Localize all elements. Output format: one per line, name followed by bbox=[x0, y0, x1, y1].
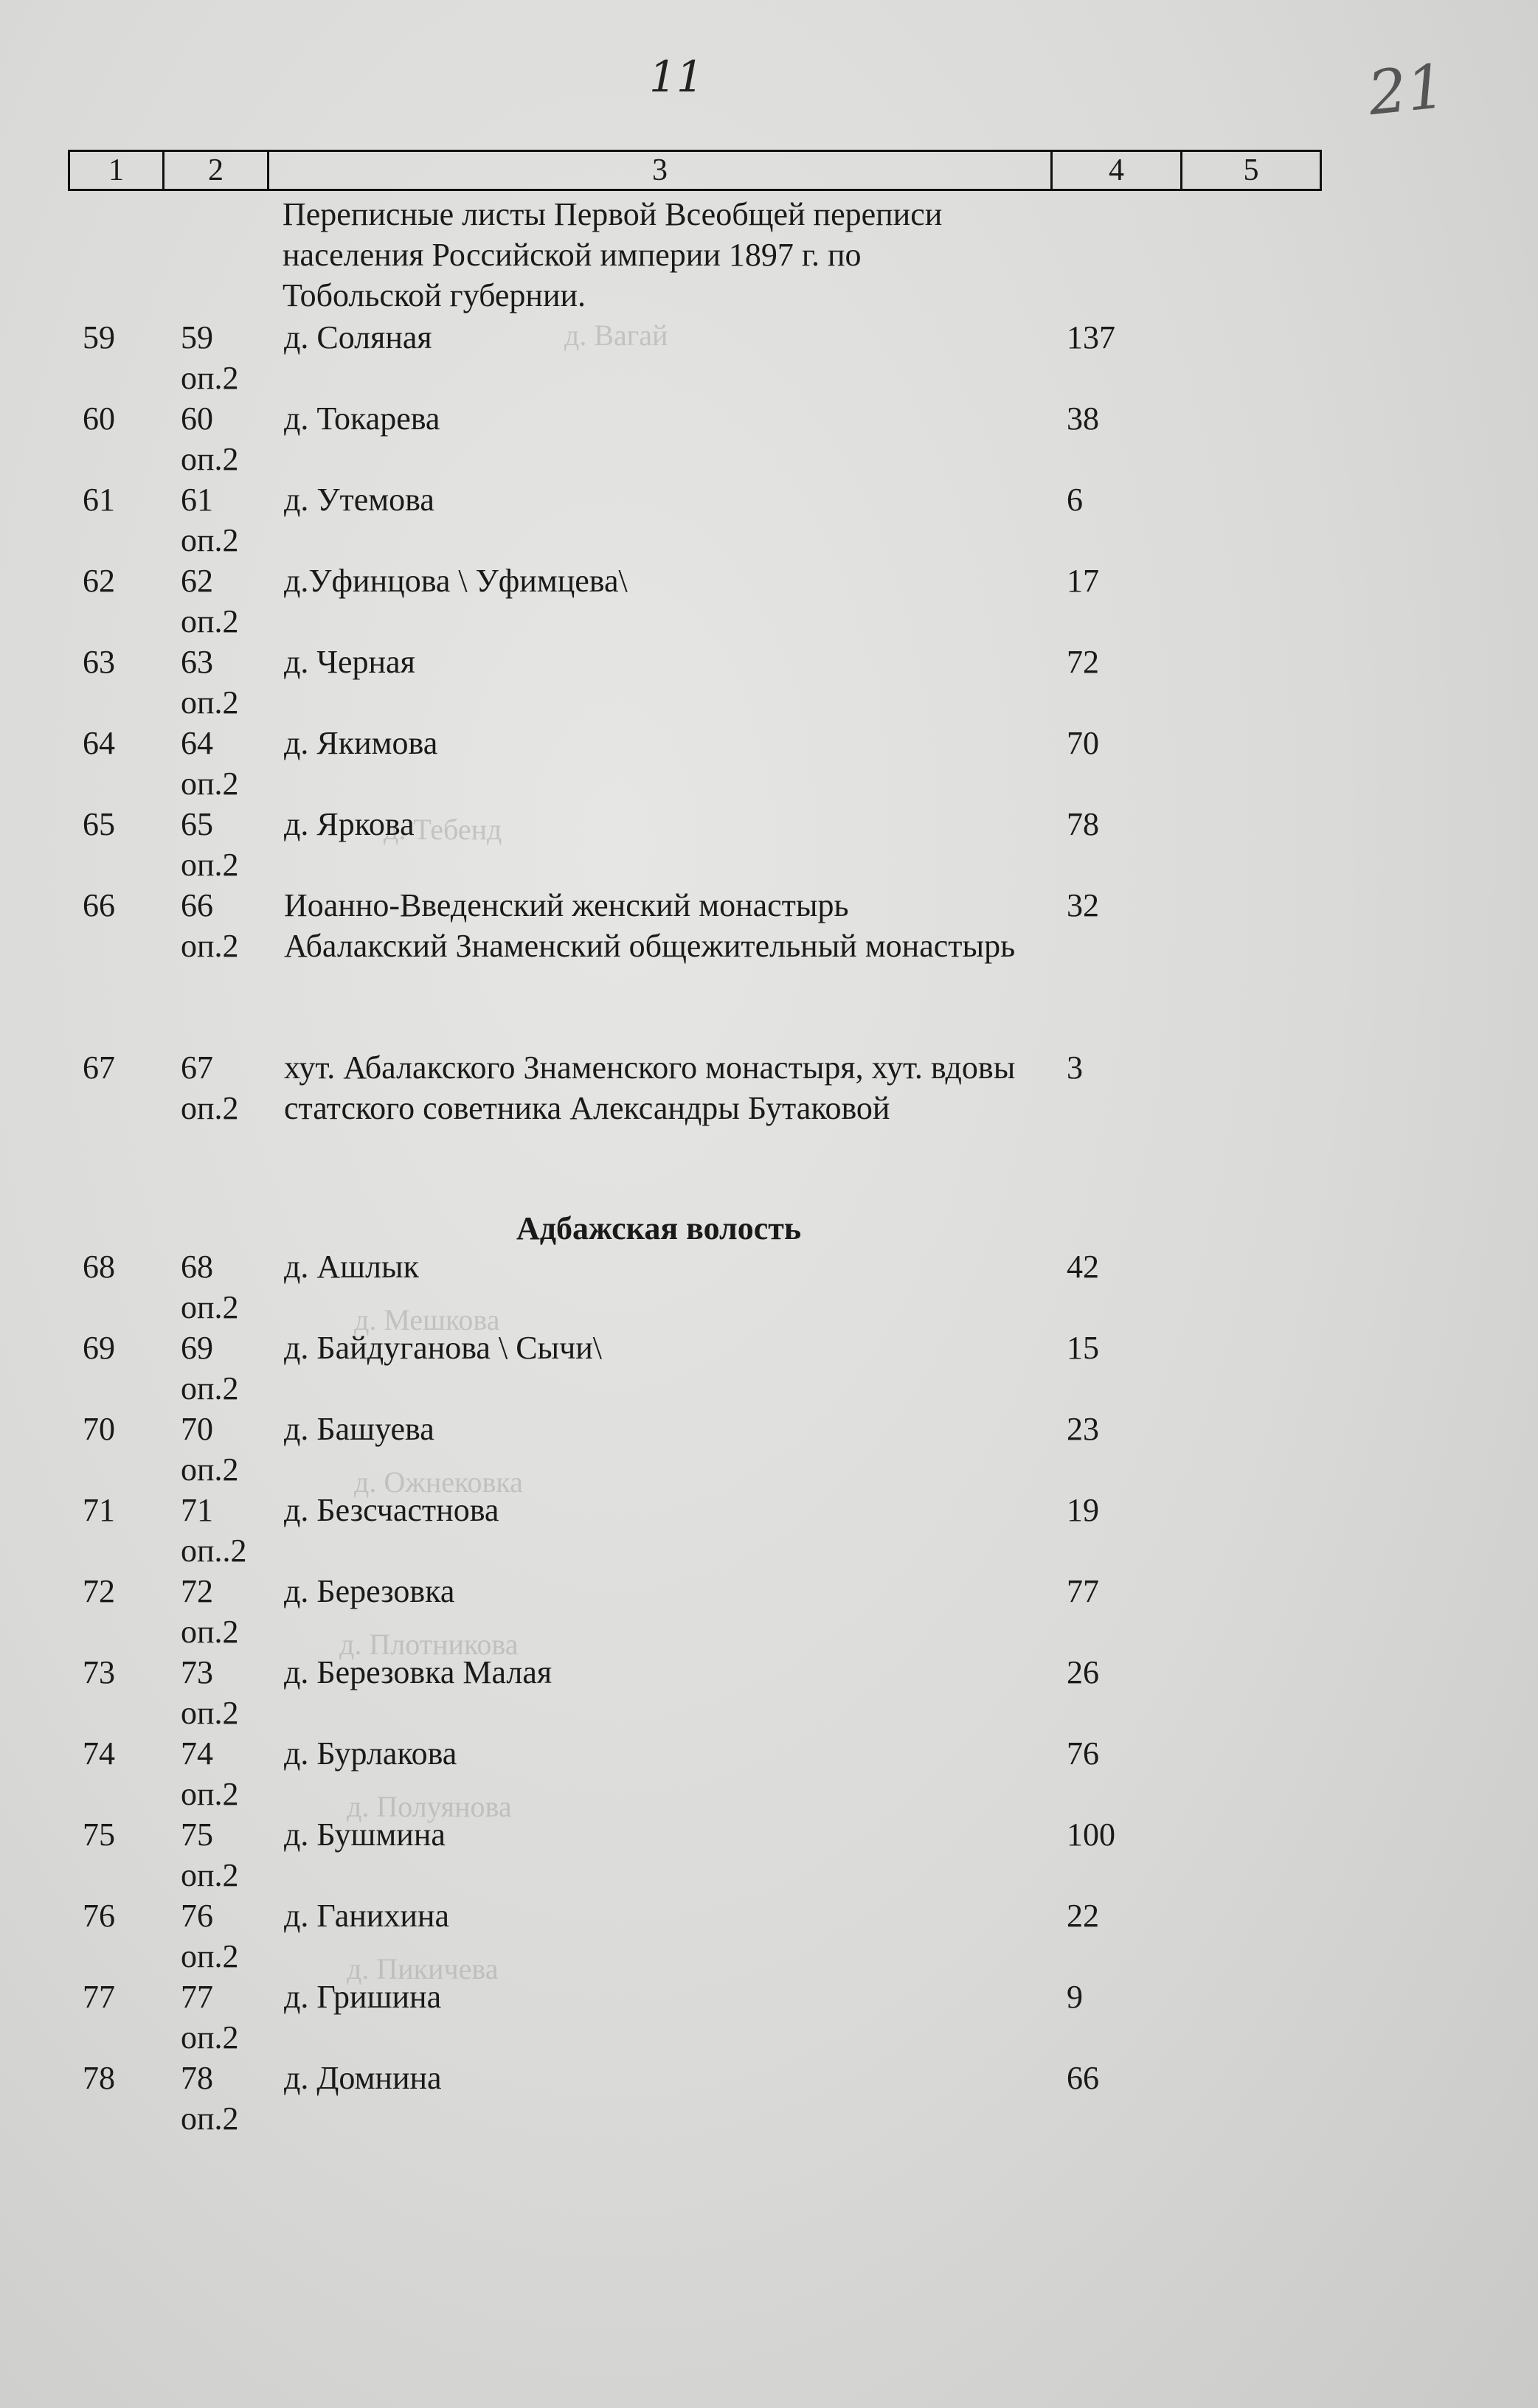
column-header-4: 4 bbox=[1053, 152, 1182, 189]
row-number: 64 bbox=[83, 725, 115, 761]
inventory-reference: 73 оп.2 bbox=[181, 1654, 239, 1731]
sheet-count: 19 bbox=[1067, 1492, 1099, 1528]
row-number: 78 bbox=[83, 2060, 115, 2096]
settlement-name: д. Бурлакова bbox=[284, 1735, 457, 1772]
inventory-reference: 78 оп.2 bbox=[181, 2060, 239, 2137]
settlement-name: д.Уфинцова \ Уфимцева\ bbox=[284, 563, 628, 599]
row-number: 76 bbox=[83, 1898, 115, 1934]
inventory-reference: 70 оп.2 bbox=[181, 1411, 239, 1488]
column-header-3: 3 bbox=[269, 152, 1053, 189]
inventory-reference: 72 оп.2 bbox=[181, 1573, 239, 1650]
settlement-name: хут. Абалакского Знаменского монастыря, хут. вдовы статского советника Александры Бутаковой bbox=[284, 1049, 1016, 1126]
inventory-reference: 61 оп.2 bbox=[181, 482, 239, 558]
settlement-name: д. Ганихина bbox=[284, 1898, 449, 1934]
inventory-reference: 59 оп.2 bbox=[181, 319, 239, 396]
sheet-count: 32 bbox=[1067, 887, 1099, 923]
sheet-count: 76 bbox=[1067, 1735, 1099, 1772]
inventory-reference: 68 оп.2 bbox=[181, 1249, 239, 1325]
sheet-count: 77 bbox=[1067, 1573, 1099, 1609]
sheet-count: 15 bbox=[1067, 1330, 1099, 1366]
settlement-name: д. Березовка bbox=[284, 1573, 455, 1609]
row-number: 60 bbox=[83, 400, 115, 437]
settlement-name: Иоанно-Введенский женский монастырь Абалакский Знаменский общежительный монастырь bbox=[284, 887, 1016, 964]
row-number: 70 bbox=[83, 1411, 115, 1447]
sheet-count: 78 bbox=[1067, 806, 1099, 842]
settlement-name: д. Гришина bbox=[284, 1979, 442, 2015]
row-number: 73 bbox=[83, 1654, 115, 1690]
row-number: 63 bbox=[83, 644, 115, 680]
inventory-reference: 62 оп.2 bbox=[181, 563, 239, 639]
row-number: 71 bbox=[83, 1492, 115, 1528]
sheet-count: 17 bbox=[1067, 563, 1099, 599]
inventory-reference: 60 оп.2 bbox=[181, 400, 239, 477]
inventory-reference: 64 оп.2 bbox=[181, 725, 239, 802]
row-number: 65 bbox=[83, 806, 115, 842]
row-number: 69 bbox=[83, 1330, 115, 1366]
settlement-name: д. Токарева bbox=[284, 400, 440, 437]
bleed-through-text: д. Мешкова bbox=[354, 1303, 500, 1336]
inventory-reference: 66 оп.2 bbox=[181, 887, 239, 964]
inventory-reference: 67 оп.2 bbox=[181, 1049, 239, 1126]
row-number: 77 bbox=[83, 1979, 115, 2015]
row-number: 62 bbox=[83, 563, 115, 599]
settlement-name: д. Соляная bbox=[284, 319, 432, 355]
settlement-name: д. Домнина bbox=[284, 2060, 442, 2096]
inventory-reference: 75 оп.2 bbox=[181, 1817, 239, 1893]
sheet-count: 6 bbox=[1067, 482, 1083, 518]
row-number: 61 bbox=[83, 482, 115, 518]
sheet-count: 66 bbox=[1067, 2060, 1099, 2096]
row-number: 72 bbox=[83, 1573, 115, 1609]
sheet-count: 70 bbox=[1067, 725, 1099, 761]
inventory-reference: 74 оп.2 bbox=[181, 1735, 239, 1812]
inventory-reference: 69 оп.2 bbox=[181, 1330, 239, 1406]
settlement-name: д. Якимова bbox=[284, 725, 438, 761]
settlement-name: д. Бушмина bbox=[284, 1817, 446, 1853]
settlement-name: д. Безсчастнова bbox=[284, 1492, 499, 1528]
bleed-through-text: д. Ожнековка bbox=[354, 1465, 523, 1499]
archive-folio-number: 21 bbox=[1365, 51, 1449, 130]
sheet-count: 26 bbox=[1067, 1654, 1099, 1690]
intro-heading: Переписные листы Первой Всеобщей переписи населения Российской империи 1897 г. по Тобольской губернии. bbox=[283, 196, 943, 313]
settlement-name: д. Байдуганова \ Сычи\ bbox=[284, 1330, 602, 1366]
sheet-count: 100 bbox=[1067, 1817, 1115, 1853]
column-header-table bbox=[68, 150, 1322, 191]
settlement-name: д. Черная bbox=[284, 644, 415, 680]
bleed-through-text: д. Полуянова bbox=[347, 1790, 512, 1823]
sheet-count: 3 bbox=[1067, 1049, 1083, 1086]
column-header-1: 1 bbox=[70, 152, 164, 189]
sheet-count: 42 bbox=[1067, 1249, 1099, 1285]
sheet-count: 9 bbox=[1067, 1979, 1083, 2015]
row-number: 68 bbox=[83, 1249, 115, 1285]
settlement-name: д. Ашлык bbox=[284, 1249, 419, 1285]
row-number: 75 bbox=[83, 1817, 115, 1853]
inventory-reference: 76 оп.2 bbox=[181, 1898, 239, 1974]
page-number: 11 bbox=[649, 52, 704, 102]
bleed-through-text: д. Тебенд bbox=[384, 813, 502, 846]
inventory-reference: 65 оп.2 bbox=[181, 806, 239, 883]
sheet-count: 72 bbox=[1067, 644, 1099, 680]
sheet-count: 38 bbox=[1067, 400, 1099, 437]
column-header-5: 5 bbox=[1243, 153, 1259, 187]
inventory-reference: 63 оп.2 bbox=[181, 644, 239, 721]
sheet-count: 23 bbox=[1067, 1411, 1099, 1447]
sheet-count: 137 bbox=[1067, 319, 1115, 355]
row-number: 67 bbox=[83, 1049, 115, 1086]
inventory-reference: 71 оп..2 bbox=[181, 1492, 247, 1569]
column-header-2: 2 bbox=[164, 152, 269, 189]
section-heading: Адбажская волость bbox=[516, 1210, 802, 1246]
settlement-name: д. Березовка Малая bbox=[284, 1654, 552, 1690]
inventory-reference: 77 оп.2 bbox=[181, 1979, 239, 2055]
sheet-count: 22 bbox=[1067, 1898, 1099, 1934]
row-number: 59 bbox=[83, 319, 115, 355]
settlement-name: д. Утемова bbox=[284, 482, 434, 518]
row-number: 74 bbox=[83, 1735, 115, 1772]
bleed-through-text: д. Пикичева bbox=[347, 1952, 499, 1985]
bleed-through-text: д. Вагай bbox=[564, 319, 668, 352]
settlement-name: д. Яркова bbox=[284, 806, 415, 842]
bleed-through-text: д. Плотникова bbox=[339, 1628, 519, 1661]
settlement-name: д. Башуева bbox=[284, 1411, 434, 1447]
row-number: 66 bbox=[83, 887, 115, 923]
